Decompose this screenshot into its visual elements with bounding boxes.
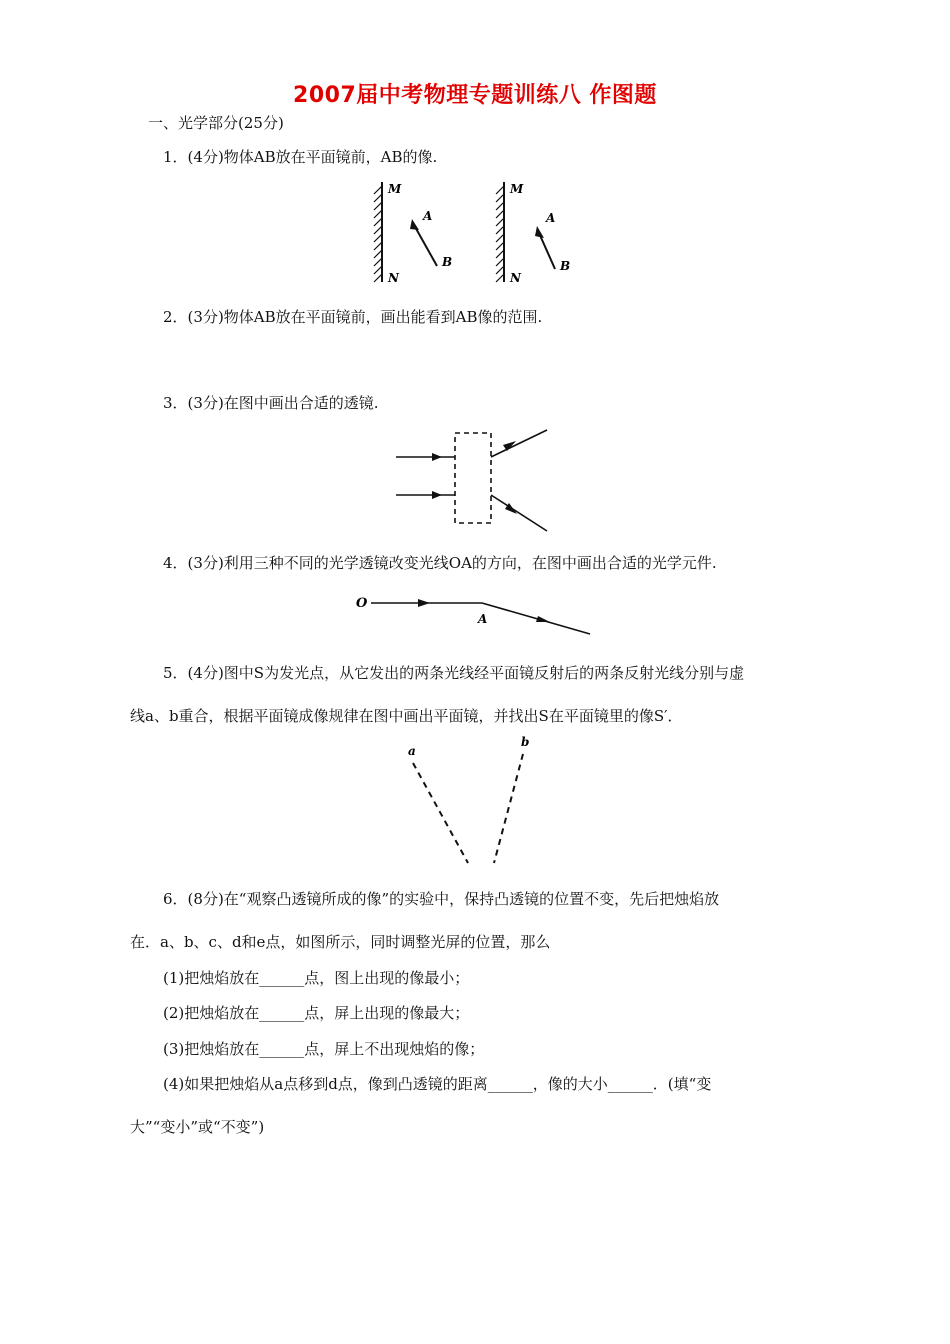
question-3-text: 3．(3分)在图中画出合适的透镜. — [163, 394, 379, 412]
question-6-sub-4-line-1: (4)如果把烛焰从a点移到d点，像到凸透镜的距离______，像的大小______．(填“变 — [163, 1075, 712, 1093]
q5-figure — [400, 730, 545, 870]
question-2-text: 2．(3分)物体AB放在平面镜前，画出能看到AB像的范围. — [163, 308, 543, 326]
outgoing-ray-top — [491, 430, 547, 457]
mirror-hatching — [496, 186, 504, 282]
dashed-line-b — [494, 754, 523, 863]
question-6-line-1: 6．(8分)在“观察凸透镜所成的像”的实验中，保持凸透镜的位置不变，先后把烛焰放 — [163, 890, 720, 908]
label-a: A — [546, 211, 556, 225]
label-n: N — [510, 271, 521, 285]
label-m: M — [510, 182, 524, 196]
arrow-ab-head — [535, 226, 544, 238]
arrow-ab — [414, 225, 437, 266]
q3-figure — [392, 428, 562, 540]
question-6-line-2: 在．a、b、c、d和e点，如图所示，同时调整光屏的位置，那么 — [130, 933, 551, 951]
q4-figure — [352, 585, 597, 643]
question-6-sub-4-line-2: 大”“变小”或“不变”) — [130, 1118, 265, 1136]
question-1-text: 1．(4分)物体AB放在平面镜前，AB的像. — [163, 148, 438, 166]
lens-box — [455, 433, 491, 523]
outgoing-ray-bottom — [491, 495, 547, 531]
q1-figure-left — [360, 178, 460, 290]
label-m: M — [388, 182, 402, 196]
question-6-sub-1: (1)把烛焰放在______点，图上出现的像最小； — [163, 969, 470, 987]
label-b: B — [442, 255, 453, 269]
question-5-line-2: 线a、b重合，根据平面镜成像规律在图中画出平面镜，并找出S在平面镜里的像S′． — [130, 707, 683, 725]
label-a: a — [408, 744, 416, 758]
arrow-head — [418, 599, 430, 607]
dashed-line-a — [413, 763, 468, 863]
label-b: B — [560, 259, 571, 273]
arrow-head — [536, 616, 550, 622]
arrow-ab — [539, 233, 555, 269]
question-5-line-1: 5．(4分)图中S为发光点，从它发出的两条光线经平面镜反射后的两条反射光线分别与虚 — [163, 664, 745, 682]
question-6-sub-2: (2)把烛焰放在______点，屏上出现的像最大； — [163, 1004, 470, 1022]
section-heading: 一、光学部分(25分) — [148, 114, 284, 132]
arrow-ab-head — [410, 219, 419, 230]
question-4-text: 4．(3分)利用三种不同的光学透镜改变光线OA的方向，在图中画出合适的光学元件. — [163, 554, 717, 572]
label-b: b — [521, 735, 530, 749]
arrow-head — [432, 453, 442, 461]
question-6-sub-3: (3)把烛焰放在______点，屏上不出现烛焰的像； — [163, 1040, 485, 1058]
page-title: 2007届中考物理专题训练八 作图题 — [293, 83, 657, 108]
label-n: N — [388, 271, 399, 285]
q1-figure-right — [482, 178, 582, 290]
mirror-hatching — [374, 186, 382, 282]
label-a: A — [423, 209, 433, 223]
arrow-head — [432, 491, 442, 499]
ray-refracted — [482, 603, 590, 634]
label-a: A — [478, 612, 488, 626]
label-o: O — [356, 596, 368, 611]
